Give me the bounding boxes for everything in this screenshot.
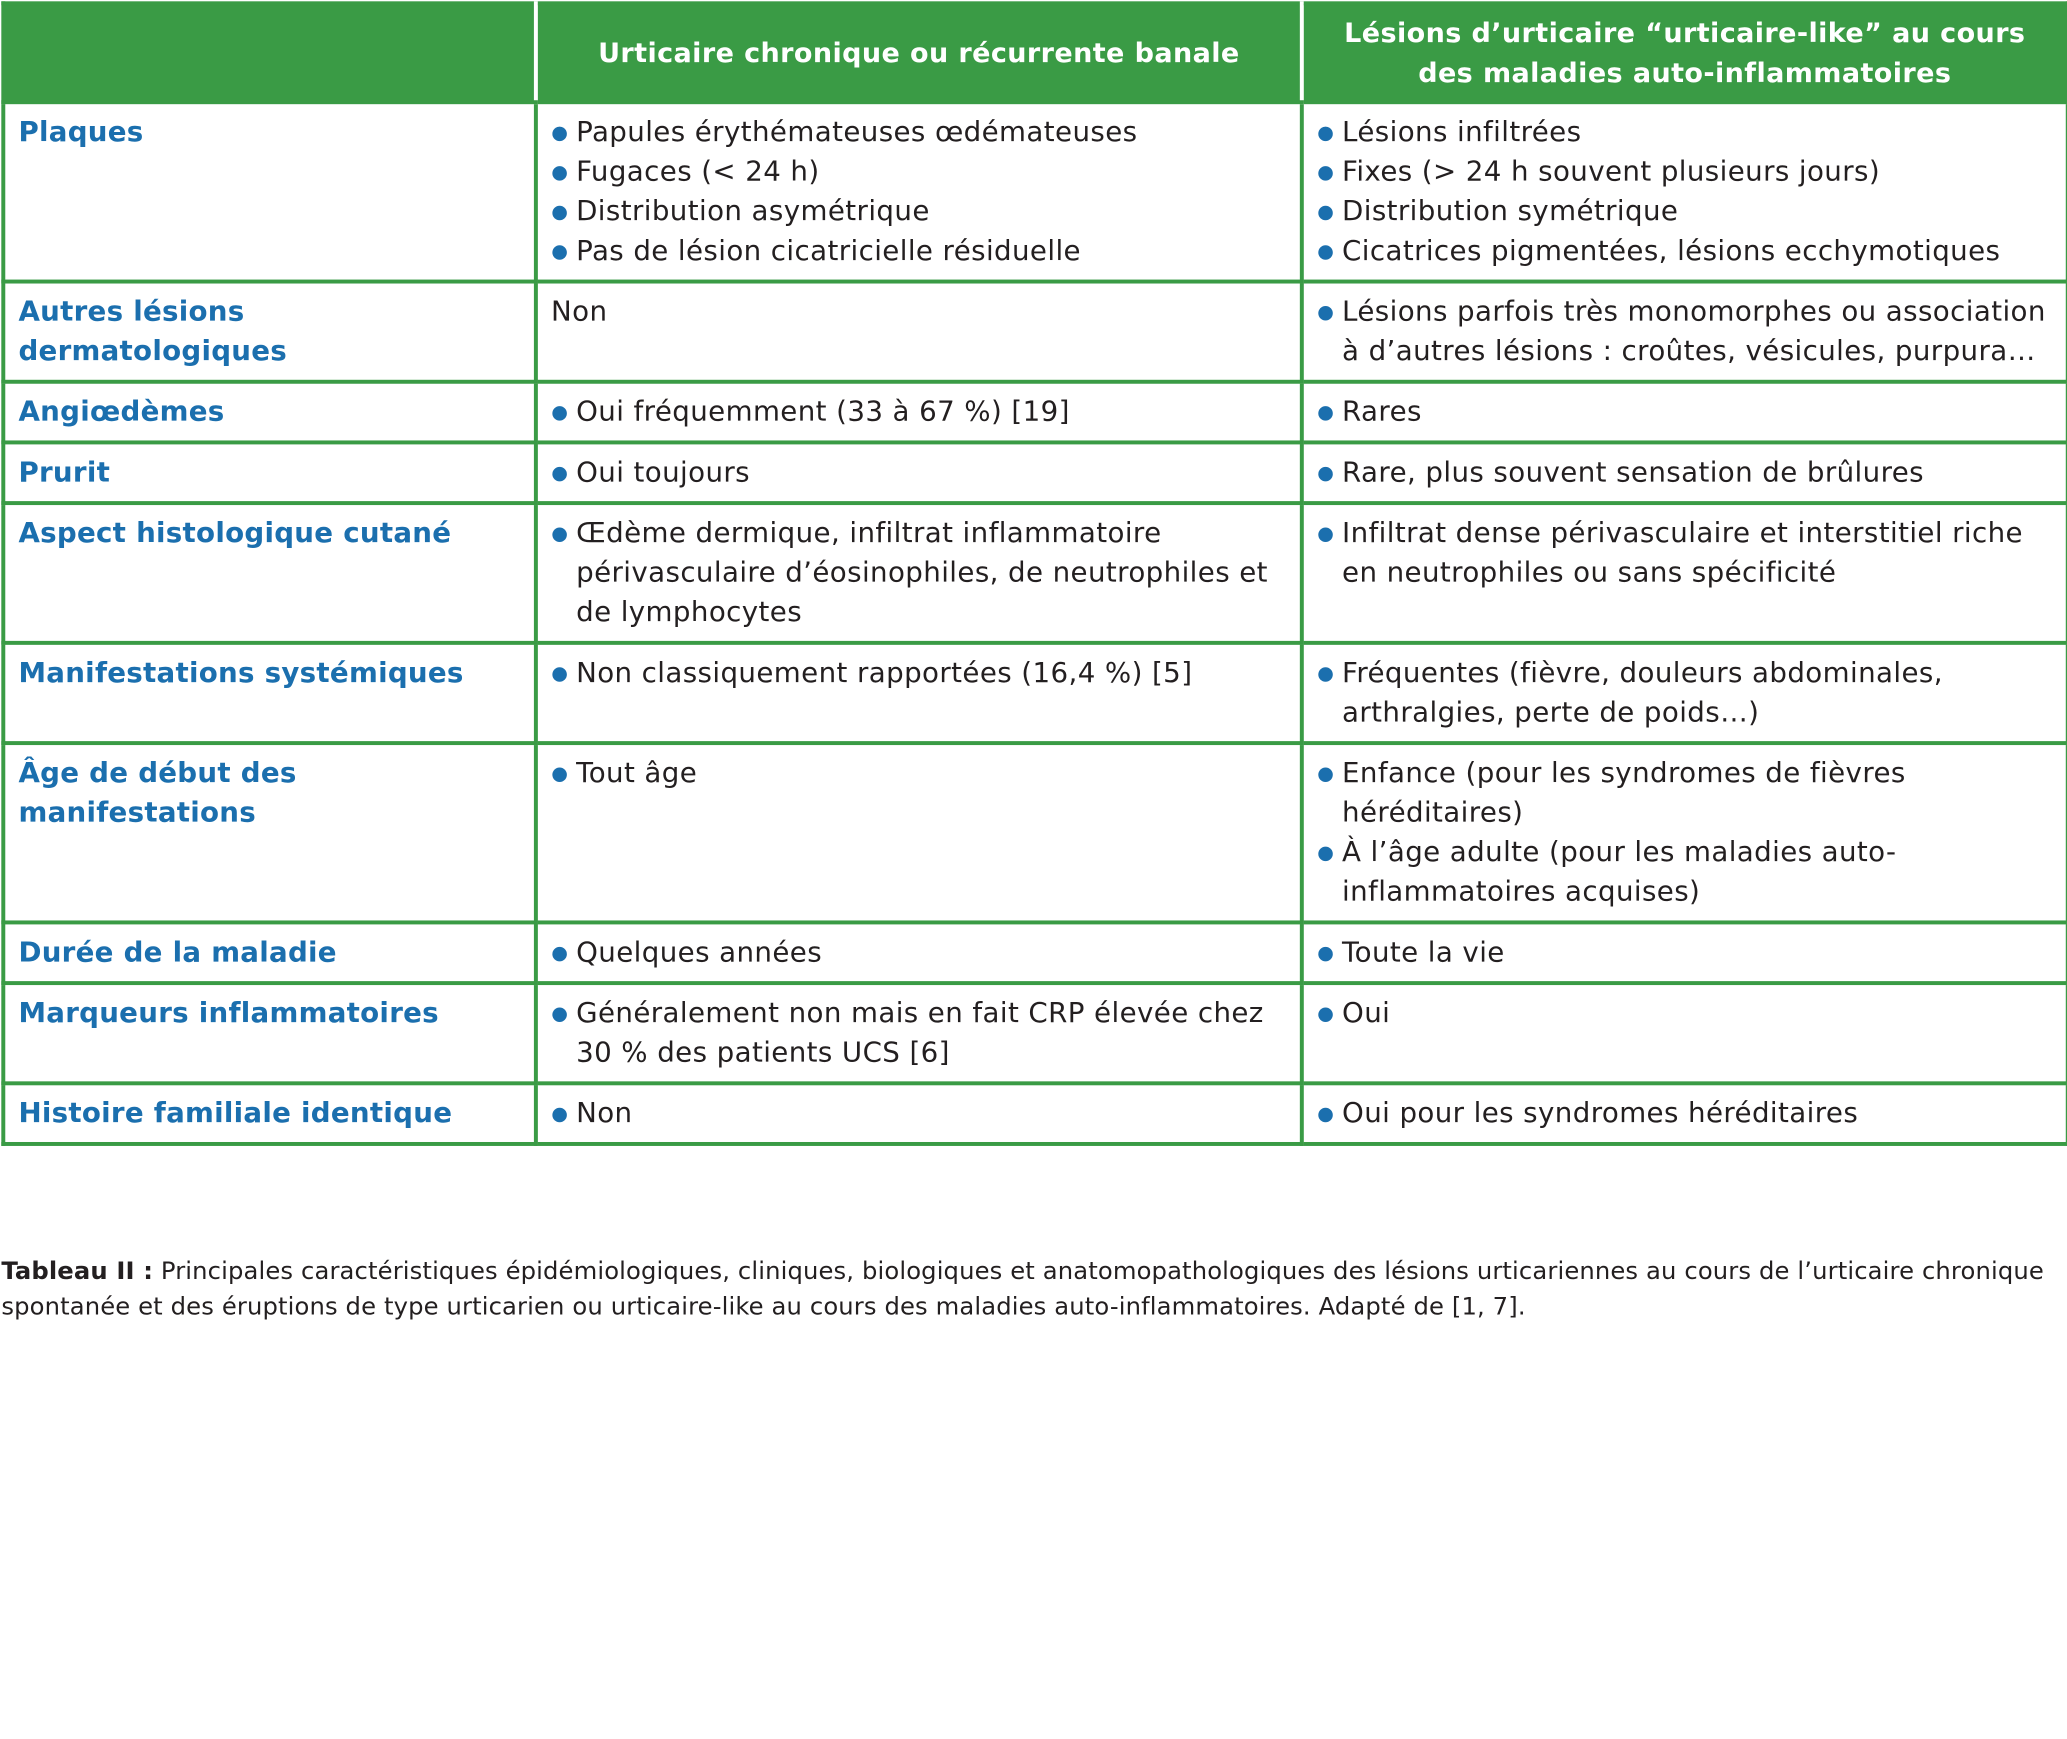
bullet-list [1317,291,2053,370]
row-label: Durée de la maladie [18,936,337,968]
comparison-table [1,1,2067,1146]
list-item: Lésions parfois très monomorphes ou association à d’autres lésions : croûtes, vésicules, purpura… [1317,291,2053,370]
list-item: Rare, plus souvent sensation de brûlures [1317,452,2053,492]
bullet-list [1317,932,2053,972]
list-item: Oui toujours [551,452,1287,492]
urticaria-like-cell [1302,983,2067,1083]
caption-text: Principales caractéristiques épidémiologiques, cliniques, biologiques et anatomopathologiques des lésions urticariennes au cours de l’urticaire chronique spontanée et des éruptions de type urticarien ou urticaire-like au cours des maladies auto-inflammatoires. Adapté de [1, 7]. [1,1258,2044,1322]
bullet-list [1317,653,2053,732]
urticaria-like-cell [1302,643,2067,743]
bullet-list [551,392,1287,432]
urticaria-like-cell [1302,282,2067,382]
row-label-cell [3,442,536,503]
list-item: Cicatrices pigmentées, lésions ecchymotiques [1317,231,2053,271]
bullet-list [551,112,1287,270]
row-label-cell [3,1083,536,1144]
common-urticaria-cell [536,102,1302,281]
bullet-list [551,452,1287,492]
common-urticaria-cell [536,442,1302,503]
bullet-list [551,1093,1287,1133]
table-row [3,922,2067,983]
row-label: Aspect histologique cutané [18,516,452,549]
list-item: Œdème dermique, infiltrat inflammatoire périvasculaire d’éosinophiles, de neutrophiles et de lymphocytes [551,513,1287,632]
header-common-urticaria: Urticaire chronique ou récurrente banale [536,3,1302,102]
urticaria-like-cell [1302,382,2067,443]
list-item: Oui [1317,993,2053,1033]
row-label: Angiœdèmes [18,395,225,428]
caption-label: Tableau II : [1,1258,154,1286]
urticaria-like-cell [1302,503,2067,643]
list-item: Toute la vie [1317,932,2053,972]
bullet-list [551,653,1287,693]
bullet-list [1317,452,2053,492]
common-urticaria-cell [536,643,1302,743]
bullet-list [1317,1093,2053,1133]
urticaria-like-cell [1302,743,2067,922]
table-header-row [3,3,2067,102]
bullet-list [551,513,1287,632]
table-row [3,382,2067,443]
row-label-cell [3,102,536,281]
urticaria-like-cell [1302,442,2067,503]
table-row [3,643,2067,743]
header-urticaria-like: Lésions d’urticaire “urticaire-like” au cours des maladies auto-inflammatoires [1302,3,2067,102]
row-label-cell [3,743,536,922]
table-row [3,503,2067,643]
row-label-cell [3,922,536,983]
bullet-list [551,993,1287,1072]
table-row [3,102,2067,281]
list-item: Oui pour les syndromes héréditaires [1317,1093,2053,1133]
row-label: Marqueurs inflammatoires [18,996,439,1029]
common-urticaria-cell [536,983,1302,1083]
row-label: Prurit [18,456,111,488]
list-item: Papules érythémateuses œdémateuses [551,112,1287,152]
bullet-list [1317,753,2053,911]
list-item: Généralement non mais en fait CRP élevée chez 30 % des patients UCS [6] [551,993,1287,1072]
common-urticaria-cell [536,743,1302,922]
urticaria-like-cell [1302,922,2067,983]
table-caption [1,1254,2065,1325]
row-label: Autres lésions dermatologiques [18,295,288,367]
list-item: Fréquentes (fièvre, douleurs abdominales, arthralgies, perte de poids…) [1317,653,2053,732]
bullet-list [551,753,1287,793]
row-label: Âge de début des manifestations [18,756,297,829]
urticaria-like-cell [1302,1083,2067,1144]
common-urticaria-cell [536,282,1302,382]
table-row [3,1083,2067,1144]
list-item: Non [551,1093,1287,1133]
table-row [3,282,2067,382]
list-item: Enfance (pour les syndromes de fièvres héréditaires) [1317,753,2053,832]
list-item: Tout âge [551,753,1287,793]
header-empty-cell [3,3,536,102]
common-urticaria-cell [536,503,1302,643]
row-label: Manifestations systémiques [18,656,464,689]
table-row [3,442,2067,503]
list-item: Quelques années [551,932,1287,972]
row-label-cell [3,382,536,443]
list-item: Distribution asymétrique [551,191,1287,231]
bullet-list [551,932,1287,972]
list-item: Distribution symétrique [1317,191,2053,231]
list-item: Infiltrat dense périvasculaire et interstitiel riche en neutrophiles ou sans spécificité [1317,513,2053,592]
bullet-list [1317,112,2053,270]
row-label-cell [3,643,536,743]
list-item: Pas de lésion cicatricielle résiduelle [551,231,1287,271]
row-label-cell [3,983,536,1083]
list-item: Lésions infiltrées [1317,112,2053,152]
table-row [3,743,2067,922]
list-item: Non classiquement rapportées (16,4 %) [5] [551,653,1287,693]
urticaria-like-cell [1302,102,2067,281]
list-item: Rares [1317,392,2053,432]
row-label-cell [3,503,536,643]
bullet-list [1317,993,2053,1033]
row-label-cell [3,282,536,382]
common-urticaria-cell [536,382,1302,443]
common-urticaria-cell [536,922,1302,983]
bullet-list [1317,392,2053,432]
common-urticaria-cell [536,1083,1302,1144]
list-item: Fugaces (< 24 h) [551,152,1287,192]
list-item: À l’âge adulte (pour les maladies auto-inflammatoires acquises) [1317,832,2053,911]
table-row [3,983,2067,1083]
cell-text: Non [551,295,608,328]
row-label: Histoire familiale identique [18,1097,453,1129]
list-item: Oui fréquemment (33 à 67 %) [19] [551,392,1287,432]
bullet-list [1317,513,2053,592]
row-label: Plaques [18,116,144,148]
list-item: Fixes (> 24 h souvent plusieurs jours) [1317,152,2053,192]
